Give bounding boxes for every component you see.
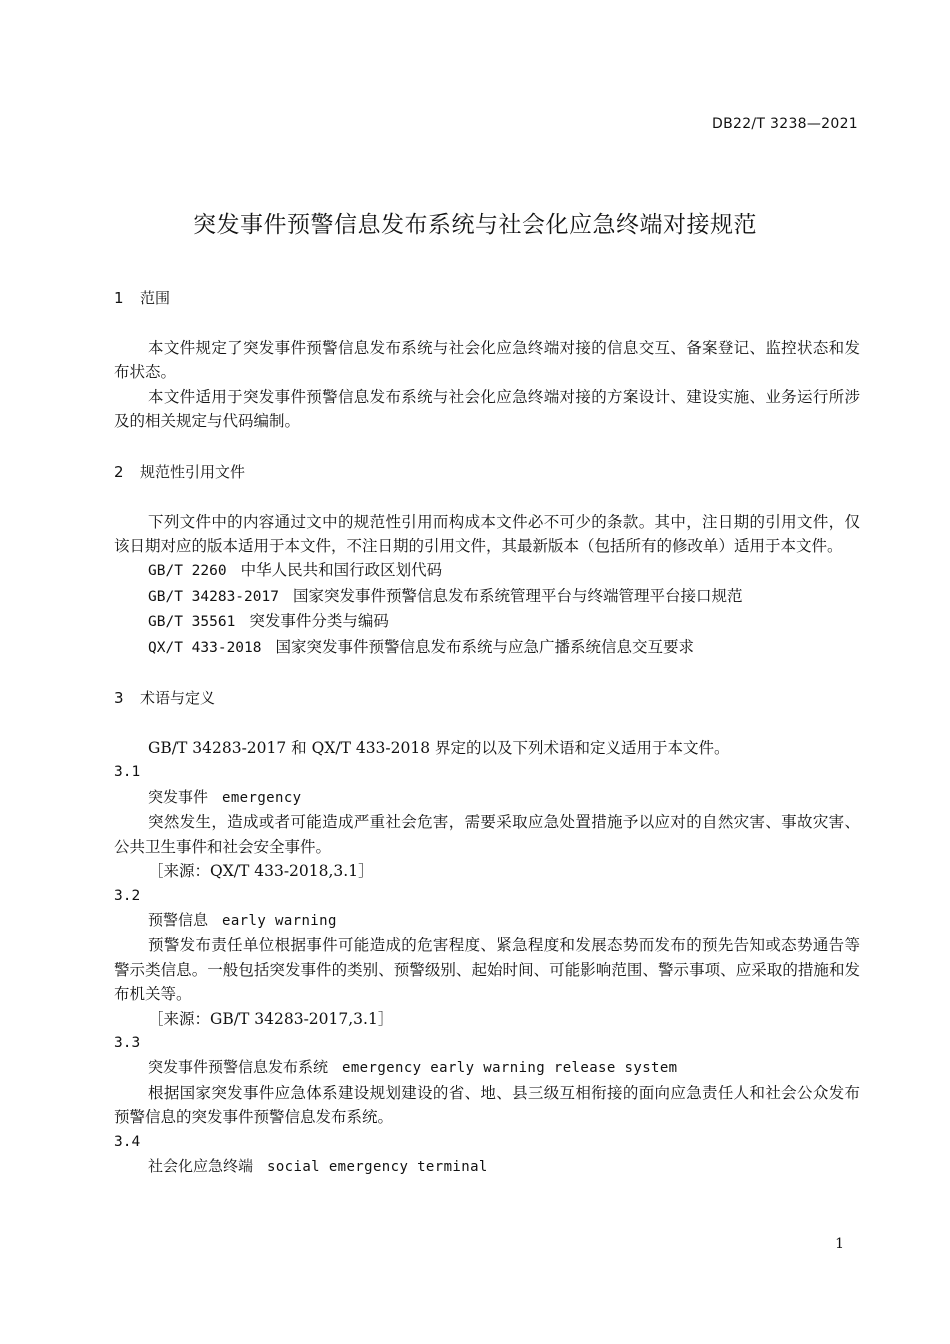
term-en: early warning bbox=[222, 912, 337, 929]
reference-code: GB/T 2260 bbox=[148, 563, 227, 580]
term-number: 3.4 bbox=[114, 1133, 141, 1150]
term-zh: 突发事件 bbox=[148, 787, 209, 806]
section-title: 术语与定义 bbox=[140, 689, 216, 708]
term-heading bbox=[148, 785, 860, 810]
reference-name: 中华人民共和国行政区划代码 bbox=[240, 561, 443, 580]
paragraph: GB/T 34283-2017 和 QX/T 433-2018 界定的以及下列术语和定义适用于本文件。 bbox=[148, 739, 730, 758]
term-heading bbox=[148, 1055, 860, 1080]
section-1-heading bbox=[114, 286, 860, 310]
term-definition: 根据国家突发事件应急体系建设规划建设的省、地、县三级互相衔接的面向应急责任人和社会公众发布预警信息的突发事件预警信息发布系统。 bbox=[114, 1083, 860, 1127]
term-number: 3.1 bbox=[114, 764, 141, 781]
reference-name: 国家突发事件预警信息发布系统与应急广播系统信息交互要求 bbox=[275, 637, 695, 656]
reference-item bbox=[148, 558, 860, 583]
term-heading bbox=[148, 908, 860, 933]
reference-name: 国家突发事件预警信息发布系统管理平台与终端管理平台接口规范 bbox=[292, 586, 743, 605]
reference-code: GB/T 35561 bbox=[148, 614, 236, 631]
reference-code: GB/T 34283-2017 bbox=[148, 588, 279, 605]
reference-item bbox=[148, 584, 860, 609]
term-source: ［来源：QX/T 433-2018,3.1］ bbox=[148, 862, 374, 881]
reference-item bbox=[148, 635, 860, 660]
section-2-heading bbox=[114, 460, 860, 484]
reference-item bbox=[148, 609, 860, 634]
section-number: 2 bbox=[114, 462, 124, 481]
term-definition: 预警发布责任单位根据事件可能造成的危害程度、紧急程度和发展态势而发布的预先告知或态势通告等警示类信息。一般包括突发事件的类别、预警级别、起始时间、可能影响范围、警示事项、应采取的措施和发布机关等。 bbox=[114, 936, 860, 1004]
term-zh: 预警信息 bbox=[148, 910, 209, 929]
paragraph: 下列文件中的内容通过文中的规范性引用而构成本文件必不可少的条款。其中，注日期的引用文件，仅该日期对应的版本适用于本文件，不注日期的引用文件，其最新版本（包括所有的修改单）适用于本文件。 bbox=[114, 512, 860, 556]
section-title: 范围 bbox=[140, 289, 171, 307]
paragraph: 本文件规定了突发事件预警信息发布系统与社会化应急终端对接的信息交互、备案登记、监控状态和发布状态。 bbox=[114, 339, 860, 382]
document-title: 突发事件预警信息发布系统与社会化应急终端对接规范 bbox=[193, 212, 757, 238]
term-zh: 突发事件预警信息发布系统 bbox=[148, 1058, 329, 1077]
reference-code: QX/T 433-2018 bbox=[148, 639, 262, 656]
term-number: 3.3 bbox=[114, 1034, 141, 1051]
term-definition: 突然发生，造成或者可能造成严重社会危害，需要采取应急处置措施予以应对的自然灾害、事故灾害、公共卫生事件和社会安全事件。 bbox=[114, 813, 860, 856]
term-en: emergency bbox=[222, 789, 302, 806]
term-number: 3.2 bbox=[114, 887, 141, 904]
term-heading bbox=[148, 1154, 860, 1179]
term-zh: 社会化应急终端 bbox=[148, 1156, 254, 1175]
section-title: 规范性引用文件 bbox=[140, 462, 246, 481]
term-source: ［来源：GB/T 34283-2017,3.1］ bbox=[148, 1009, 394, 1028]
section-number: 3 bbox=[114, 689, 124, 708]
document-body bbox=[114, 286, 860, 1179]
standard-code: DB22/T 3238—2021 bbox=[712, 116, 858, 132]
section-3-heading bbox=[114, 686, 860, 710]
page-number: 1 bbox=[835, 1236, 844, 1252]
paragraph: 本文件适用于突发事件预警信息发布系统与社会化应急终端对接的方案设计、建设实施、业务运行所涉及的相关规定与代码编制。 bbox=[114, 387, 860, 431]
section-number: 1 bbox=[114, 289, 124, 307]
reference-name: 突发事件分类与编码 bbox=[249, 612, 389, 631]
term-en: emergency early warning release system bbox=[342, 1060, 678, 1077]
term-en: social emergency terminal bbox=[267, 1158, 488, 1175]
